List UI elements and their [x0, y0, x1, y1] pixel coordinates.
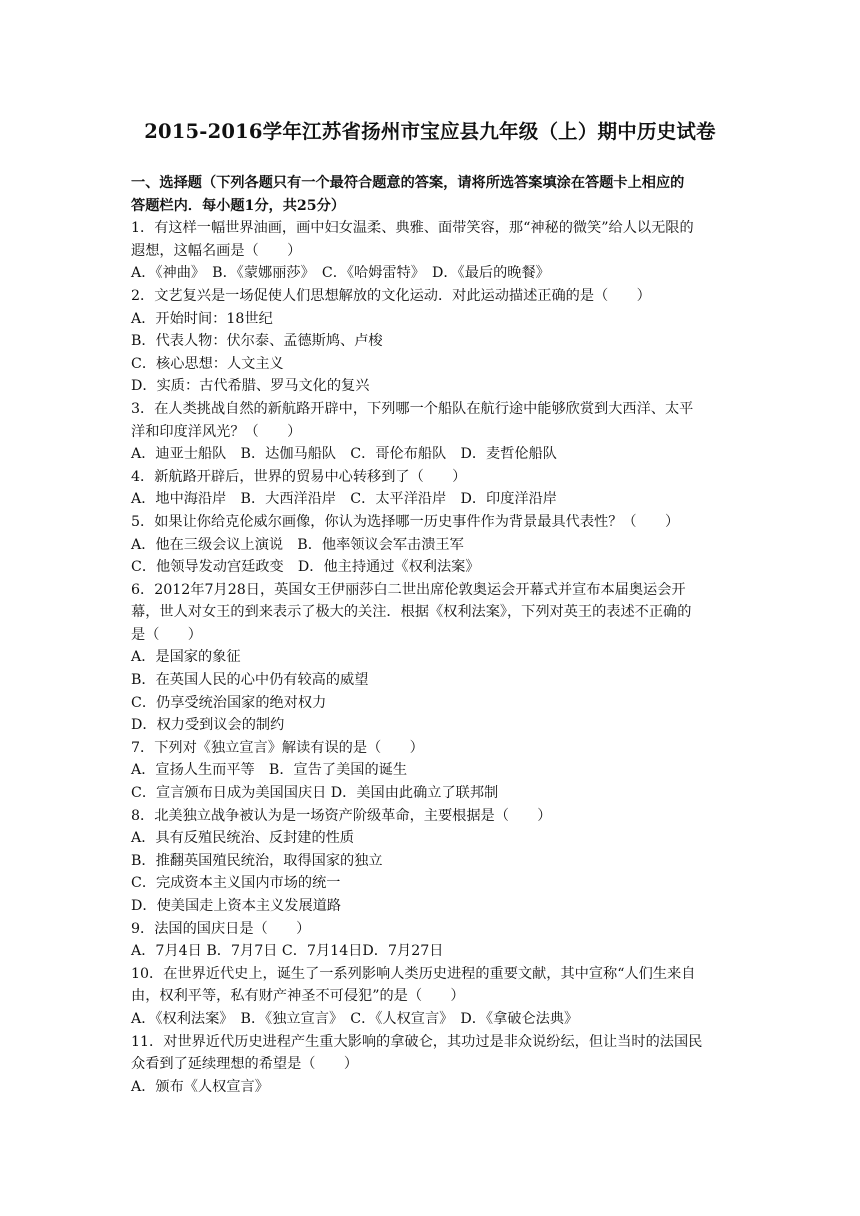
question-text-line: 是（ ）: [131, 626, 202, 643]
question-text-line: 2．文艺复兴是一场促使人们思想解放的文化运动．对此运动描述正确的是（ ）: [131, 287, 651, 304]
question-text-line: 11．对世界近代历史进程产生重大影响的拿破仑，其功过是非众说纷纭，但让当时的法国民: [131, 1033, 703, 1050]
question-text-line: A．具有反殖民统治、反封建的性质: [131, 830, 355, 847]
question-text-line: 6．2012年7月28日，英国女王伊丽莎白二世出席伦敦奥运会开幕式并宣布本届奥运会开: [131, 581, 686, 598]
question-text-line: 1．有这样一幅世界油画，画中妇女温柔、典雅、面带笑容，那“神秘的微笑”给人以无限的: [131, 220, 694, 237]
exam-body: [131, 172, 736, 1098]
question-text-line: D．权力受到议会的制约: [131, 717, 285, 734]
question-text-line: 3．在人类挑战自然的新航路开辟中，下列哪一个船队在航行途中能够欣赏到大西洋、太平: [131, 400, 694, 417]
question-text-line: 4．新航路开辟后，世界的贸易中心转移到了（ ）: [131, 468, 467, 485]
question-text-line: 10．在世界近代史上，诞生了一系列影响人类历史进程的重要文献，其中宣称“人们生来自: [131, 965, 696, 982]
question-text-line: 9．法国的国庆日是（ ）: [131, 920, 311, 937]
question-text-line: A．地中海沿岸 B．大西洋沿岸 C．太平洋沿岸 D．印度洋沿岸: [131, 491, 557, 508]
section-heading-line: 答题栏内．每小题1分，共25分）: [131, 197, 346, 214]
question-text-line: 8．北美独立战争被认为是一场资产阶级革命，主要根据是（ ）: [131, 807, 552, 824]
question-text-line: A．开始时间：18世纪: [131, 310, 273, 327]
question-text-line: A．《权利法案》 B．《独立宣言》 C．《人权宣言》 D．《拿破仑法典》: [131, 1010, 579, 1027]
question-text-line: A．迪亚士船队 B．达伽马船队 C．哥伦布船队 D．麦哲伦船队: [131, 446, 557, 463]
question-text-line: D．实质：古代希腊、罗马文化的复兴: [131, 378, 370, 395]
question-text-line: C．仍享受统治国家的绝对权力: [131, 694, 327, 711]
question-text-line: 洋和印度洋风光？（ ）: [131, 423, 302, 440]
question-text-line: C．他领导发动宫廷政变 D．他主持通过《权利法案》: [131, 559, 480, 576]
question-text-line: B．在英国人民的心中仍有较高的威望: [131, 672, 369, 689]
question-text-line: 7．下列对《独立宣言》解读有误的是（ ）: [131, 739, 424, 756]
question-text-line: A．《神曲》 B．《蒙娜丽莎》 C．《哈姆雷特》 D．《最后的晚餐》: [131, 265, 550, 282]
question-text-line: 遐想，这幅名画是（ ）: [131, 242, 302, 259]
question-text-line: 众看到了延续理想的希望是（ ）: [131, 1056, 359, 1073]
question-text-line: C．宣言颁布日成为美国国庆日 D．美国由此确立了联邦制: [131, 785, 499, 802]
question-text-line: C．核心思想：人文主义: [131, 355, 284, 372]
page-title: 2015-2016学年江苏省扬州市宝应县九年级（上）期中历史试卷: [144, 120, 716, 143]
question-text-line: 5．如果让你给克伦威尔画像，你认为选择哪一历史事件作为背景最具代表性？（ ）: [131, 513, 680, 530]
question-text-line: A．7月4日 B．7月7日 C．7月14日D．7月27日: [131, 943, 444, 960]
question-text-line: B．推翻英国殖民统治，取得国家的独立: [131, 852, 383, 869]
question-text-line: D．使美国走上资本主义发展道路: [131, 898, 342, 914]
question-text-line: A．他在三级会议上演说 B．他率领议会军击溃王军: [131, 536, 464, 553]
question-text-line: 由，权利平等，私有财产神圣不可侵犯”的是（ ）: [131, 988, 465, 1005]
question-text-line: 幕，世人对女王的到来表示了极大的关注．根据《权利法案》，下列对英王的表述不正确的: [131, 604, 692, 621]
section-heading-line: 一、选择题（下列各题只有一个最符合题意的答案，请将所选答案填涂在答题卡上相应的: [131, 175, 685, 191]
question-text-line: A．宣扬人生而平等 B．宣告了美国的诞生: [131, 762, 408, 779]
question-text-line: A．颁布《人权宣言》: [131, 1078, 269, 1095]
question-text-line: A．是国家的象征: [131, 649, 241, 666]
question-text-line: C．完成资本主义国内市场的统一: [131, 875, 341, 892]
question-text-line: B．代表人物：伏尔泰、孟德斯鸠、卢梭: [131, 333, 383, 350]
